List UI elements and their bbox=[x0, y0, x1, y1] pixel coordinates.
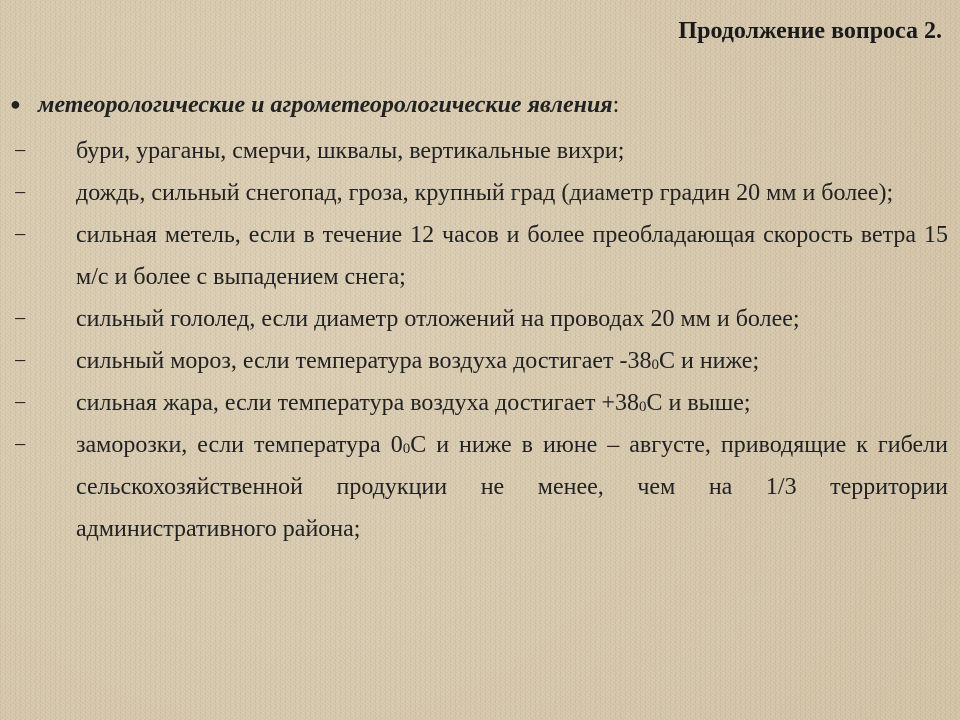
list-item bbox=[12, 298, 948, 340]
list-item-text: дождь, сильный снегопад, гроза, крупный град (диаметр градин 20 мм и более); bbox=[76, 180, 894, 206]
list-item bbox=[12, 382, 948, 424]
degree-subscript: 0 bbox=[638, 399, 647, 415]
dash-icon: − bbox=[14, 306, 27, 331]
dash-icon: − bbox=[14, 222, 27, 247]
dash-icon: − bbox=[14, 138, 27, 163]
degree-subscript: 0 bbox=[651, 357, 659, 373]
degree-subscript: 0 bbox=[402, 441, 411, 457]
slide-title: Продолжение вопроса 2. bbox=[678, 18, 942, 44]
list-item-text-end: С и ниже; bbox=[658, 348, 760, 374]
list-item-text-start: заморозки, если температура 0 bbox=[76, 432, 403, 458]
list-item bbox=[12, 424, 948, 550]
list-item bbox=[12, 172, 948, 214]
list-item-text-end: С и выше; bbox=[646, 390, 751, 416]
section-heading-colon: : bbox=[612, 92, 620, 118]
dash-icon: − bbox=[14, 348, 27, 373]
list-item bbox=[12, 130, 948, 172]
dash-icon: − bbox=[14, 390, 27, 415]
list-item-text bbox=[76, 424, 948, 550]
list-item-text bbox=[76, 382, 948, 424]
list-item-text-end: С и ниже в июне – августе, приводящие к гибели сельскохозяйственной продукции не менее, чем на 1/3 территории административного района; bbox=[76, 432, 948, 542]
list-item bbox=[12, 340, 948, 382]
list-item-text: бури, ураганы, смерчи, шквалы, вертикальные вихри; bbox=[76, 138, 625, 164]
list-item-text: сильная метель, если в течение 12 часов и более преобладающая скорость ветра 15 м/с и более с выпадением снега; bbox=[76, 222, 948, 290]
section-heading-text: метеорологические и агрометеорологические явления bbox=[38, 92, 613, 118]
list-item-text: сильный гололед, если диаметр отложений на проводах 20 мм и более; bbox=[76, 306, 800, 332]
phenomena-list bbox=[12, 130, 948, 550]
dash-icon: − bbox=[14, 432, 27, 457]
list-item-text-start: сильный мороз, если температура воздуха достигает -38 bbox=[76, 348, 652, 374]
section-heading bbox=[10, 86, 948, 123]
list-item-text bbox=[76, 340, 948, 382]
bullet-icon: ● bbox=[10, 94, 21, 114]
list-item-text-start: сильная жара, если температура воздуха достигает +38 bbox=[76, 390, 639, 416]
list-item bbox=[12, 214, 948, 298]
dash-icon: − bbox=[14, 180, 27, 205]
